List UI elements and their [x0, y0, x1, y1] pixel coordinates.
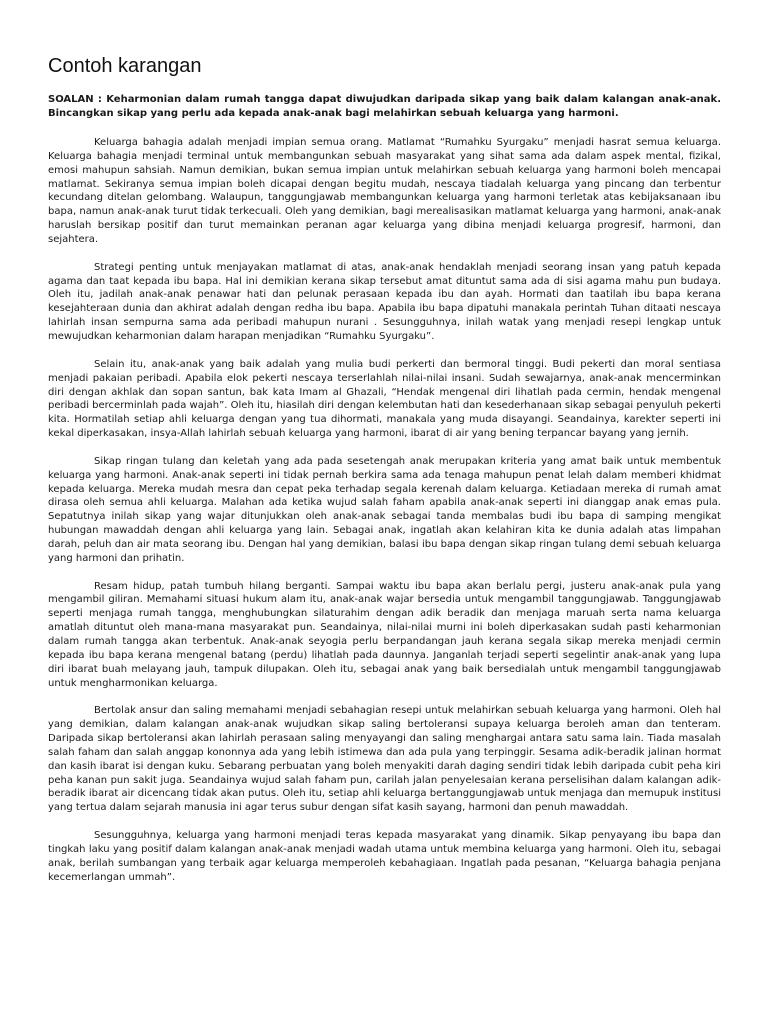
- paragraph: Selain itu, anak-anak yang baik adalah yang mulia budi perkerti dan bermoral tinggi. Budi pekerti dan moral sentiasa menjadi pakaian peribadi. Apabila elok pekerti nescaya terserlahlah nilai-nilai insani. Sudah sewajarnya, anak-anak mencerminkan diri dengan akhlak dan sopan santun, bak kata Imam al Ghazali, “Hendak mengenal diri lihatlah pada cermin, hendak mengenal peribadi bercerminlah pada wajah”. Oleh itu, hiasilah diri dengan kelembutan hati dan kesederhanaan sikap sebagai penyuluh pekerti kita. Hormatilah setiap ahli keluarga dengan yang tua dihormati, manakala yang muda disayangi. Seandainya, karekter seperti ini kekal diperkasakan, insya-Allah lahirlah sebuah keluarga yang harmoni, ibarat di air yang bening terpancar bayang yang jernih.: [48, 358, 721, 440]
- essay-body: [48, 136, 721, 899]
- essay-question: SOALAN : Keharmonian dalam rumah tangga dapat diwujudkan daripada sikap yang baik dalam kalangan anak-anak. Bincangkan sikap yang perlu ada kepada anak-anak bagi melahirkan sebuah keluarga yang harmoni.: [48, 94, 721, 119]
- paragraph: Bertolak ansur dan saling memahami menjadi sebahagian resepi untuk melahirkan sebuah keluarga yang harmoni. Oleh hal yang demikian, dalam kalangan anak-anak wujudkan sikap saling bertoleransi supaya keluarga beroleh aman dan tenteram. Daripada sikap bertoleransi akan lahirlah perasaan saling menyayangi dan saling menghargai antara satu sama lain. Tiada masalah salah faham dan salah anggap kononnya ada yang lebih istimewa dan ada pula yang terpinggir. Sesama adik-beradik jalinan hormat dan kasih ibarat isi dengan kuku. Sebarang perbuatan yang boleh menyakiti darah daging sendiri tidak lebih daripada cubit peha kiri peha kanan pun sakit juga. Seandainya wujud salah faham pun, carilah jalan penyelesaian kerana perselisihan dalam kalangan adik-beradik ibarat air dicencang tidak akan putus. Oleh itu, setiap ahli keluarga bertanggungjawab untuk menjaga dan memupuk institusi yang tertua dalam sejarah manusia ini agar terus subur dengan sifat kasih sayang, harmoni dan penuh mawaddah.: [48, 705, 721, 814]
- paragraph: Keluarga bahagia adalah menjadi impian semua orang. Matlamat “Rumahku Syurgaku” menjadi hasrat semua keluarga. Keluarga bahagia menjadi terminal untuk membangunkan sebuah masyarakat yang sihat sama ada dalam aspek mental, fizikal, emosi mahupun sahsiah. Namun demikian, bukan semua impian untuk melahirkan sebuah keluarga yang harmoni boleh mencapai matlamat. Sekiranya semua impian boleh dicapai dengan begitu mudah, nescaya tiadalah keluarga yang pincang dan terbentur kecundang ditelan gelombang. Walaupun, tanggungjawab membangunkan keluarga yang harmoni terletak atas kebijaksanaan ibu bapa, namun anak-anak turut tidak terkecuali. Oleh yang demikian, bagi merealisasikan matlamat keluarga yang harmoni, anak-anak haruslah bersikap positif dan turut memainkan peranan agar keluarga yang dibina menjadi keluarga progresif, harmoni, dan sejahtera.: [48, 137, 721, 245]
- document-page: [48, 0, 721, 1024]
- document-title: Contoh karangan: [48, 55, 202, 77]
- paragraph: Sesungguhnya, keluarga yang harmoni menjadi teras kepada masyarakat yang dinamik. Sikap penyayang ibu bapa dan tingkah laku yang positif dalam kalangan anak-anak menjadi wadah utama untuk membina keluarga yang harmoni. Oleh itu, sebagai anak, berilah sumbangan yang terbaik agar keluarga memperoleh kebahagiaan. Ingatlah pada pesanan, “Keluarga bahagia penjana kecemerlangan ummah”.: [48, 830, 721, 883]
- paragraph: Sikap ringan tulang dan keletah yang ada pada sesetengah anak merupakan kriteria yang amat baik untuk membentuk keluarga yang harmoni. Anak-anak seperti ini tidak pernah berkira sama ada tenaga mahupun penat lelah dalam memberi khidmat kepada keluarga. Mereka mudah mesra dan cepat peka terhadap segala kerenah dalam keluarga. Ketiadaan mereka di rumah amat dirasa oleh semua ahli keluarga. Malahan ada ketika wujud salah faham apabila anak-anak seperti ini dianggap anak emas pula. Sepatutnya inilah sikap yang wajar ditunjukkan oleh anak-anak sebagai tanda membalas budi ibu bapa di samping mengikat hubungan mawaddah dengan ahli keluarga yang lain. Sebagai anak, ingatlah akan kelahiran kita ke dunia adalah atas limpahan darah, peluh dan air mata seorang ibu. Dengan hal yang demikian, balasi ibu bapa dengan sikap ringan tulang demi sebuah keluarga yang harmoni dan prihatin.: [48, 455, 721, 564]
- paragraph: Strategi penting untuk menjayakan matlamat di atas, anak-anak hendaklah menjadi seorang insan yang patuh kepada agama dan taat kepada ibu bapa. Hal ini demikian kerana sikap tersebut amat dituntut sama ada di sisi agama mahu pun budaya. Oleh itu, jadilah anak-anak penawar hati dan pelunak perasaan kepada ibu dan ayah. Hormati dan taatilah ibu bapa kerana kesejahteraan dunia dan akhirat adalah dengan redha ibu bapa. Apabila ibu bapa dipatuhi manakala perintah Tuhan ditaati nescaya lahirlah insan sempurna sama ada peribadi mahupun nurani . Sesungguhnya, inilah watak yang menjadi resepi lengkap untuk mewujudkan keharmonian dalam harapan menjadikan “Rumahku Syurgaku”.: [48, 261, 721, 342]
- paragraph: Resam hidup, patah tumbuh hilang berganti. Sampai waktu ibu bapa akan berlalu pergi, justeru anak-anak pula yang mengambil giliran. Memahami situasi hukum alam itu, anak-anak wajar bersedia untuk mengambil tanggungjawab. Tanggungjawab seperti menjaga rumah tangga, menghubungkan silaturahim dengan adik beradik dan menjaga maruah serta nama keluarga amatlah dituntut oleh mana-mana masyarakat pun. Seandainya, nilai-nilai murni ini boleh diperkasakan sudah pasti keharmonian dalam rumah tangga akan terbentuk. Anak-anak seyogia perlu berpandangan jauh kerana segala sikap mereka menjadi cermin kepada ibu bapa kerana mengenal batang (perdu) lihatlah pada daunnya. Janganlah terjadi seperti segelintir anak-anak yang lupa diri ibarat buah melayang jauh, tampuk dilupakan. Oleh itu, sebagai anak yang baik bersedialah untuk mengambil tanggungjawab untuk mengharmonikan keluarga.: [48, 580, 721, 689]
